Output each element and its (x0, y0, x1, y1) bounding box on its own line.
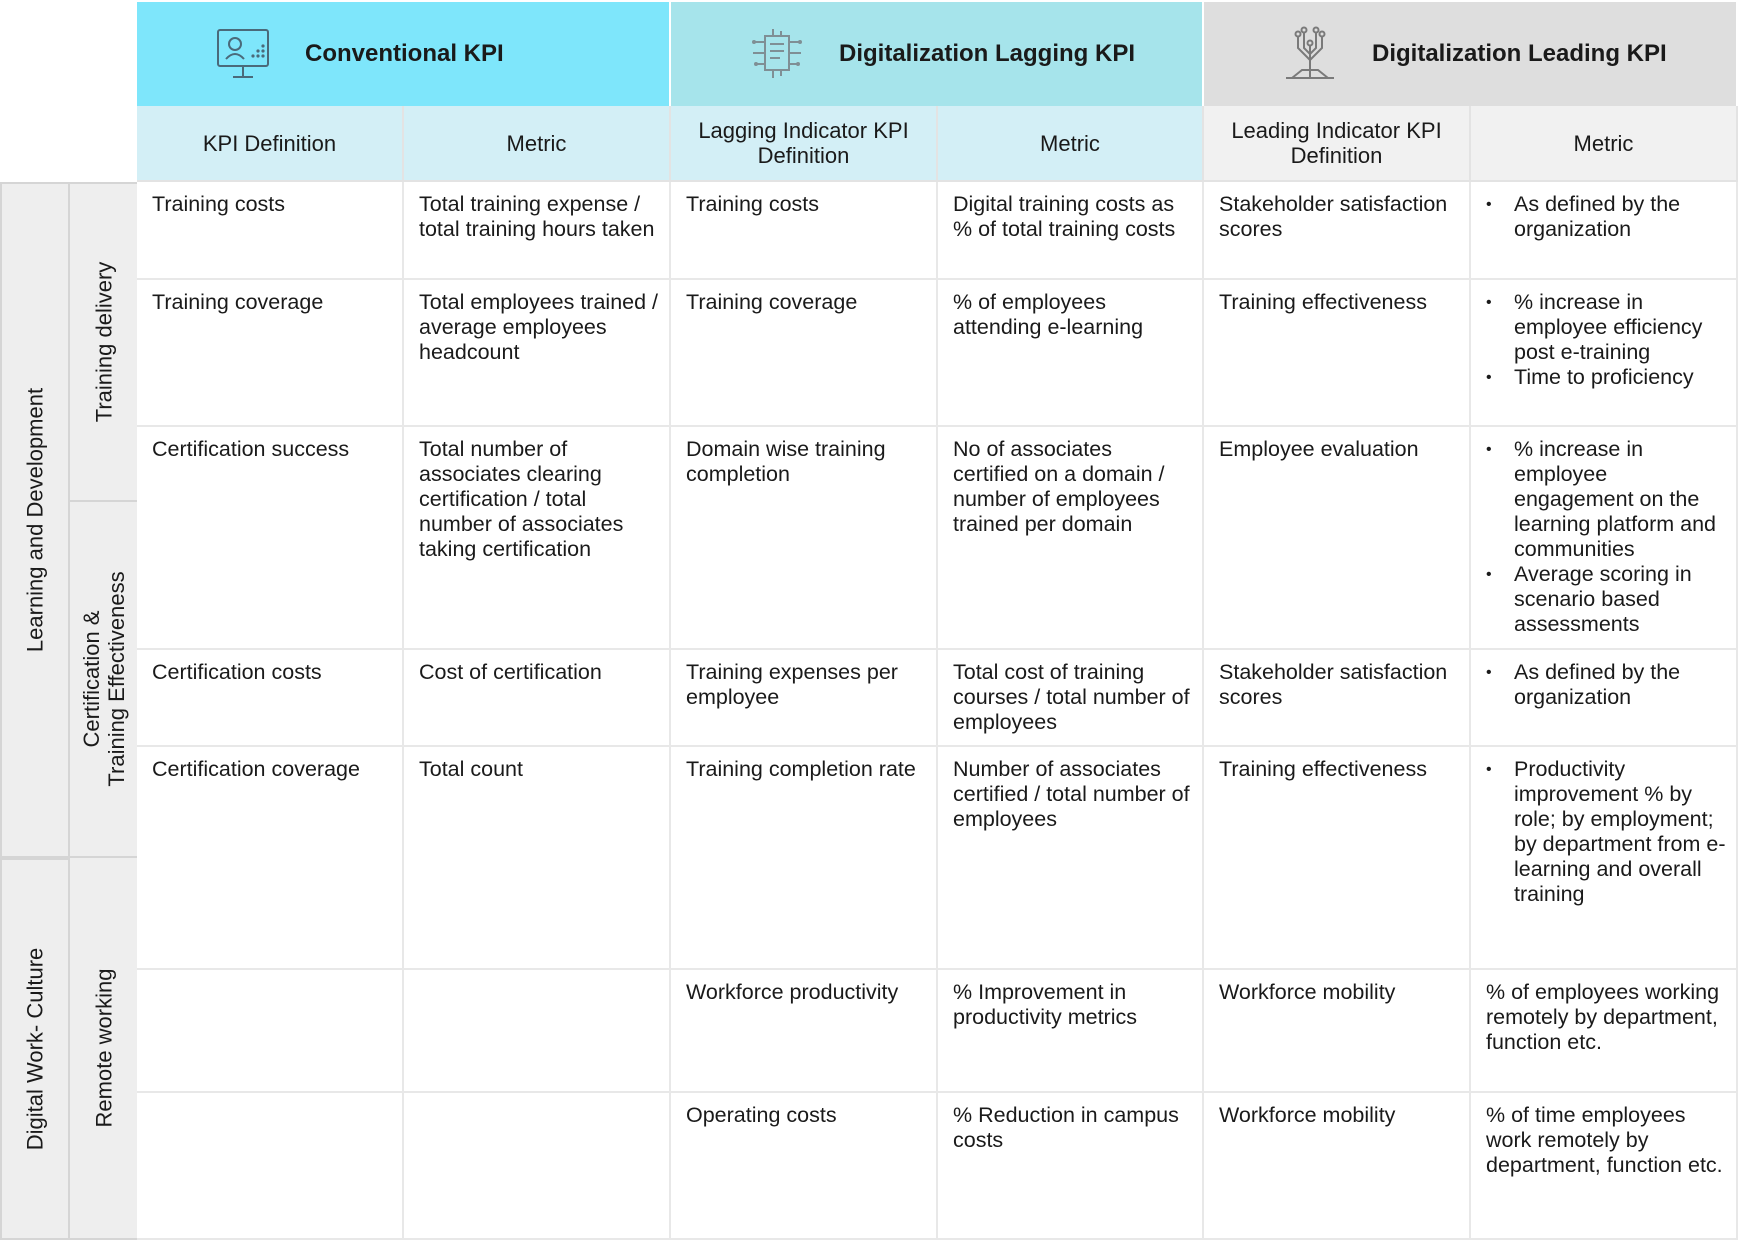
subheader-conventional-metric: Metric (404, 106, 671, 182)
lead-metric-cell: % of time employees work remotely by department, function etc. (1471, 1093, 1738, 1240)
lead-metric-bullet: • As defined by the organization (1486, 660, 1726, 710)
certification-line-2: Training Effectiveness (103, 571, 129, 787)
conv-def-cell: Certification costs (137, 650, 404, 747)
conv-def-cell: Training costs (137, 182, 404, 280)
conv-metric-cell: Total employees trained / average employees headcount (404, 280, 671, 427)
lag-metric-cell: No of associates certified on a domain / number of employees trained per domain (938, 427, 1204, 650)
lag-def-cell: Workforce productivity (671, 970, 938, 1093)
lead-metric-bullet: • Time to proficiency (1486, 365, 1726, 390)
section-digital-label: Digital Work- Culture (22, 947, 48, 1151)
circuit-tree-icon (1282, 26, 1338, 82)
lead-metric-bullet: • % increase in employee efficiency post e-training (1486, 290, 1726, 365)
header-lagging-kpi (671, 2, 1204, 106)
monitor-analytics-icon (215, 26, 271, 82)
conv-metric-cell: Cost of certification (404, 650, 671, 747)
subheader-kpi-definition: KPI Definition (137, 106, 404, 182)
lead-metric-bullet: • % increase in employee engagement on the learning platform and communities (1486, 437, 1726, 562)
lag-metric-cell: % Reduction in campus costs (938, 1093, 1204, 1240)
lead-def-cell: Stakeholder satisfaction scores (1204, 182, 1471, 280)
lead-metric-cell: % of employees working remotely by department, function etc. (1471, 970, 1738, 1093)
lag-def-cell: Operating costs (671, 1093, 938, 1240)
subsection-certification (68, 500, 139, 858)
header-conventional-kpi (137, 2, 671, 106)
conv-metric-cell-empty (404, 970, 671, 1093)
section-digital-work-culture (0, 858, 70, 1240)
lead-metric-cell (1471, 182, 1738, 280)
lead-def-cell: Training effectiveness (1204, 747, 1471, 970)
lag-def-cell: Training completion rate (671, 747, 938, 970)
lead-def-cell: Workforce mobility (1204, 970, 1471, 1093)
lag-def-cell: Domain wise training completion (671, 427, 938, 650)
lag-def-cell: Training coverage (671, 280, 938, 427)
header-leading-title: Digitalization Leading KPI (1372, 40, 1667, 67)
subsection-training-delivery-label: Training delivery (91, 261, 116, 423)
lag-def-cell: Training costs (671, 182, 938, 280)
conv-metric-cell-empty (404, 1093, 671, 1240)
circuit-document-icon (749, 26, 805, 82)
subsection-training-delivery (68, 182, 139, 502)
lead-metric-bullet: • Average scoring in scenario based assessments (1486, 562, 1726, 637)
subheader-leading-metric: Metric (1471, 106, 1738, 182)
lag-metric-cell: % of employees attending e-learning (938, 280, 1204, 427)
header-lagging-title: Digitalization Lagging KPI (839, 40, 1135, 67)
conv-def-cell: Certification coverage (137, 747, 404, 970)
lead-metric-cell (1471, 747, 1738, 970)
subheader-leading-definition: Leading Indicator KPI Definition (1204, 106, 1471, 182)
lead-metric-cell (1471, 427, 1738, 650)
lead-metric-cell (1471, 280, 1738, 427)
lag-metric-cell: Digital training costs as % of total training costs (938, 182, 1204, 280)
subsection-remote-label: Remote working (91, 968, 116, 1128)
subheader-lagging-metric: Metric (938, 106, 1204, 182)
section-learning-and-development (0, 182, 70, 858)
lag-metric-cell: Total cost of training courses / total number of employees (938, 650, 1204, 747)
header-conventional-title: Conventional KPI (305, 40, 504, 67)
lead-def-cell: Employee evaluation (1204, 427, 1471, 650)
conv-metric-cell: Total number of associates clearing certification / total number of associates taking certification (404, 427, 671, 650)
lag-metric-cell: Number of associates certified / total number of employees (938, 747, 1204, 970)
section-learning-label: Learning and Development (22, 387, 48, 653)
conv-def-cell-empty (137, 1093, 404, 1240)
certification-line-1: Certification & (78, 610, 104, 748)
lead-metric-cell (1471, 650, 1738, 747)
conv-metric-cell: Total training expense / total training hours taken (404, 182, 671, 280)
lag-metric-cell: % Improvement in productivity metrics (938, 970, 1204, 1093)
subheader-lagging-definition: Lagging Indicator KPI Definition (671, 106, 938, 182)
subsection-certification-label (79, 571, 129, 786)
conv-def-cell: Certification success (137, 427, 404, 650)
lead-def-cell: Training effectiveness (1204, 280, 1471, 427)
lead-def-cell: Workforce mobility (1204, 1093, 1471, 1240)
subsection-remote-working (68, 856, 139, 1240)
conv-def-cell: Training coverage (137, 280, 404, 427)
lead-def-cell: Stakeholder satisfaction scores (1204, 650, 1471, 747)
conv-metric-cell: Total count (404, 747, 671, 970)
header-leading-kpi (1204, 2, 1738, 106)
lead-metric-bullet: • As defined by the organization (1486, 192, 1726, 242)
lag-def-cell: Training expenses per employee (671, 650, 938, 747)
lead-metric-bullet: • Productivity improvement % by role; by employment; by department from e-learning and overall training (1486, 757, 1726, 907)
conv-def-cell-empty (137, 970, 404, 1093)
